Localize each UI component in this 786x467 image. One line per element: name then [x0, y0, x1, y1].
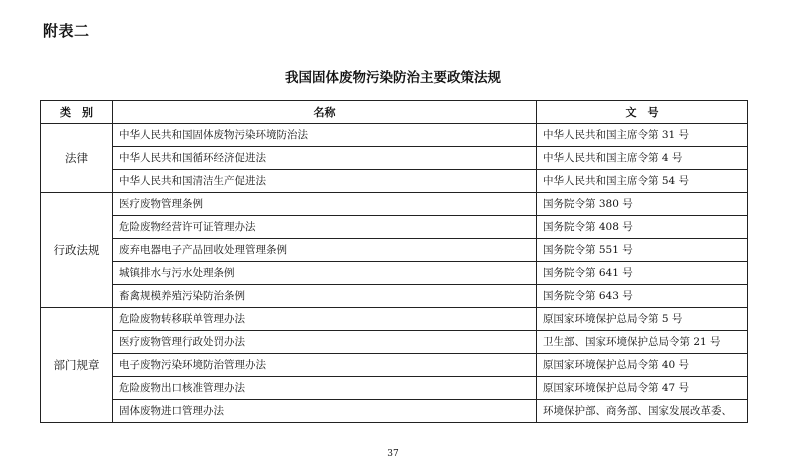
- header-doc-number: 文 号: [537, 101, 748, 124]
- regulation-doc-number: 卫生部、国家环境保护总局令第 21 号: [537, 331, 748, 354]
- appendix-label: 附表二: [43, 22, 90, 40]
- page-number: 37: [387, 449, 399, 459]
- regulation-doc-number: 原国家环境保护总局令第 5 号: [537, 308, 748, 331]
- table-row: [41, 147, 748, 170]
- regulation-doc-number: 国务院令第 408 号: [537, 216, 748, 239]
- regulation-doc-number: 中华人民共和国主席令第 4 号: [537, 147, 748, 170]
- table-row: [41, 170, 748, 193]
- regulation-doc-number: 原国家环境保护总局令第 47 号: [537, 377, 748, 400]
- regulation-doc-number: 环境保护部、商务部、国家发展改革委、: [537, 400, 748, 423]
- regulation-name: 危险废物出口核准管理办法: [113, 377, 537, 400]
- regulation-doc-number: 国务院令第 641 号: [537, 262, 748, 285]
- table-row: [41, 354, 748, 377]
- category-cell: 法律: [41, 124, 113, 193]
- regulation-name: 医疗废物管理条例: [113, 193, 537, 216]
- regulation-name: 危险废物转移联单管理办法: [113, 308, 537, 331]
- header-name: 名称: [113, 101, 537, 124]
- table-row: [41, 262, 748, 285]
- table-row: [41, 124, 748, 147]
- category-cell: 行政法规: [41, 193, 113, 308]
- regulation-name: 电子废物污染环境防治管理办法: [113, 354, 537, 377]
- table-row: [41, 216, 748, 239]
- header-category: 类 别: [41, 101, 113, 124]
- regulation-doc-number: 国务院令第 380 号: [537, 193, 748, 216]
- regulation-name: 危险废物经营许可证管理办法: [113, 216, 537, 239]
- table-row: [41, 239, 748, 262]
- regulation-name: 中华人民共和国清洁生产促进法: [113, 170, 537, 193]
- table-row: [41, 193, 748, 216]
- category-cell: 部门规章: [41, 308, 113, 423]
- document-title: 我国固体废物污染防治主要政策法规: [285, 70, 501, 86]
- regulation-name: 固体废物进口管理办法: [113, 400, 537, 423]
- table-row: [41, 308, 748, 331]
- regulation-name: 畜禽规模养殖污染防治条例: [113, 285, 537, 308]
- regulation-name: 医疗废物管理行政处罚办法: [113, 331, 537, 354]
- regulation-doc-number: 中华人民共和国主席令第 31 号: [537, 124, 748, 147]
- regulation-name: 中华人民共和国循环经济促进法: [113, 147, 537, 170]
- regulation-doc-number: 原国家环境保护总局令第 40 号: [537, 354, 748, 377]
- table-row: [41, 331, 748, 354]
- regulation-name: 中华人民共和国固体废物污染环境防治法: [113, 124, 537, 147]
- table-row: [41, 285, 748, 308]
- table-row: [41, 377, 748, 400]
- table-header-row: [41, 101, 748, 124]
- regulation-name: 城镇排水与污水处理条例: [113, 262, 537, 285]
- table-row: [41, 400, 748, 423]
- regulation-doc-number: 国务院令第 643 号: [537, 285, 748, 308]
- regulation-doc-number: 中华人民共和国主席令第 54 号: [537, 170, 748, 193]
- regulation-name: 废弃电器电子产品回收处理管理条例: [113, 239, 537, 262]
- regulation-doc-number: 国务院令第 551 号: [537, 239, 748, 262]
- regulations-table: [40, 100, 748, 423]
